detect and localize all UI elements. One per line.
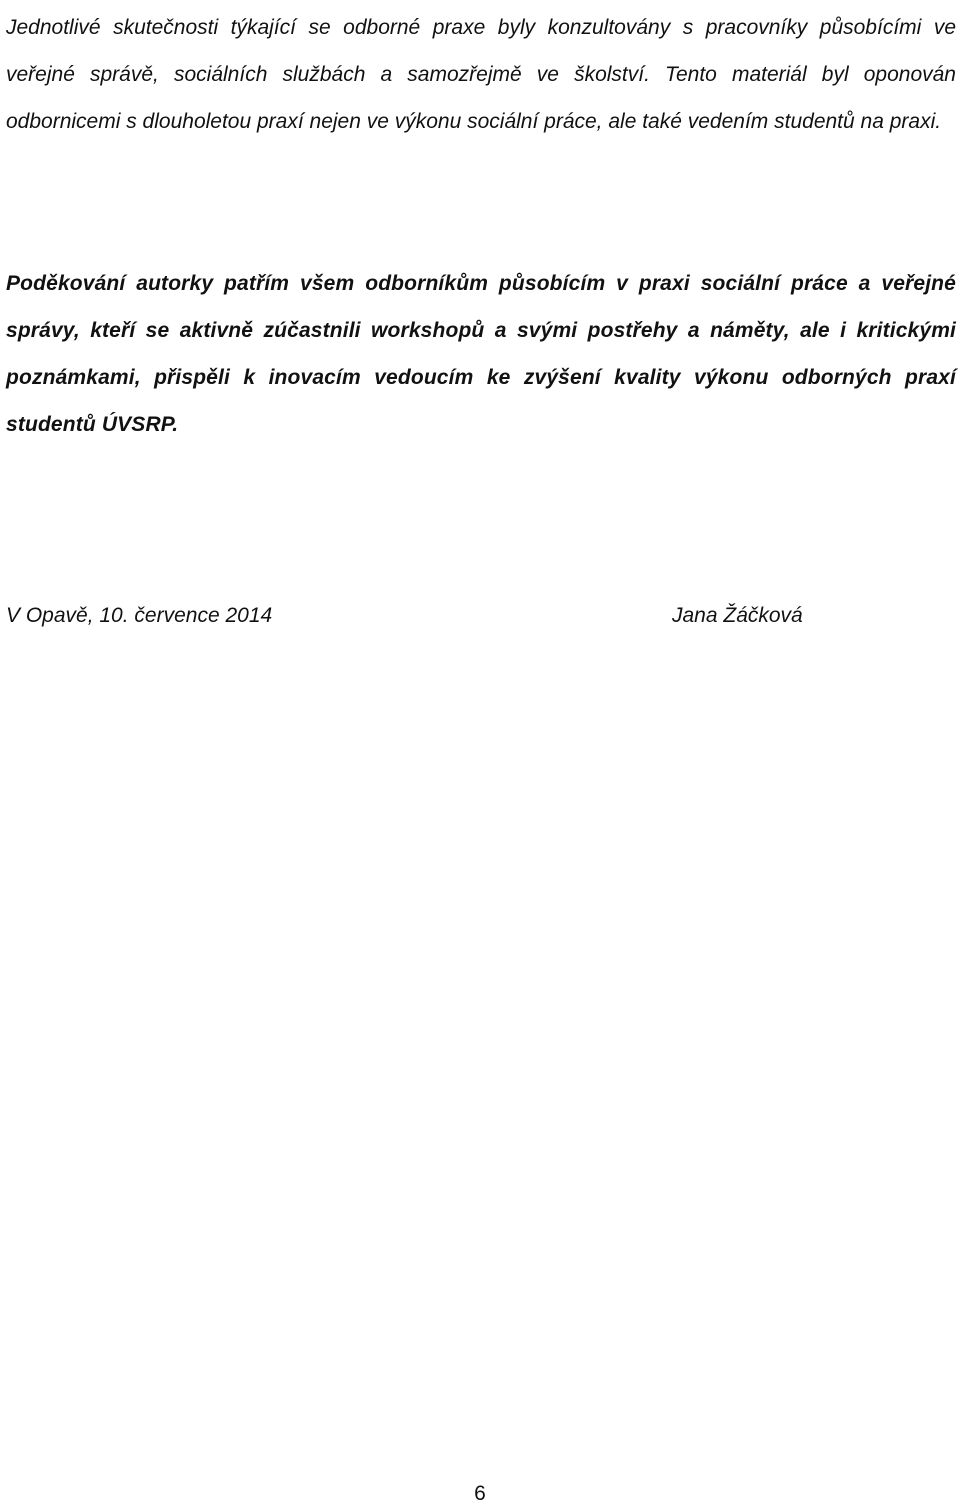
author-name: Jana Žáčková	[672, 604, 803, 627]
place-date: V Opavě, 10. července 2014	[6, 604, 273, 627]
acknowledgement-paragraph: Poděkování autorky patřím všem odborníkům působícím v praxi sociální práce a veřejné správy, kteří se aktivně zúčastnili workshopů a svými postřehy a náměty, ale i kritickými poznámkami, přispěli k inovacím vedoucím ke zvýšení kvality výkonu odborných praxí studentů ÚVSRP.	[6, 272, 956, 436]
page-number: 6	[474, 1482, 486, 1505]
intro-paragraph: Jednotlivé skutečnosti týkající se odborné praxe byly konzultovány s pracovníky působícími ve veřejné správě, sociálních službách a samozřejmě ve školství. Tento materiál byl oponován odbornicemi s dlouholetou praxí nejen ve výkonu sociální práce, ale také vedením studentů na praxi.	[6, 16, 956, 133]
signature-line	[6, 604, 946, 644]
